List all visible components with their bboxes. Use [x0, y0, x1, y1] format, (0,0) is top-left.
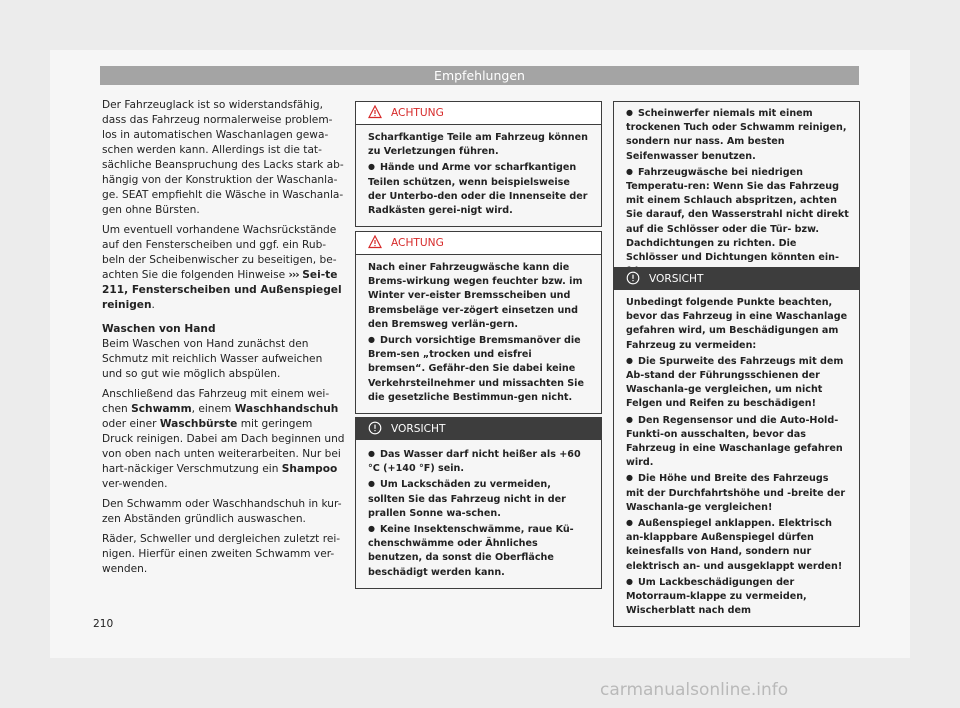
caution-box-continued — [613, 101, 860, 288]
warning-title-text: ACHTUNG — [391, 237, 444, 249]
warning-intro: Scharfkantige Teile am Fahrzeug können zu Verletzungen führen. — [368, 132, 588, 158]
paragraph-text: Um eventuell vorhandene Wachsrückstände auf den Fensterscheiben und ggf. ein Rub-beln der Scheibenwischer zu beseitigen, be-achten Sie die folgenden Hinweise — [102, 224, 337, 281]
text: ver-wenden. — [102, 478, 168, 490]
caution-box-body — [614, 290, 859, 626]
list-item — [368, 161, 591, 218]
list-item — [626, 355, 849, 412]
paragraph — [102, 223, 345, 313]
warning-intro: Nach einer Fahrzeugwäsche kann die Brems-wirkung wegen feuchter bzw. im Winter ver-eister Bremsscheiben und Bremsbeläge ver-zögert einsetzen und den Bremsweg verlän-gern. — [368, 262, 583, 330]
subheading: Waschen von Hand — [102, 323, 216, 335]
list-item — [626, 414, 849, 471]
list-item-text: Das Wasser darf nicht heißer als +60 °C (+140 °F) sein. — [368, 449, 581, 475]
caution-box-body — [614, 102, 859, 287]
bullet-icon — [368, 479, 380, 490]
term: Schwamm — [131, 403, 192, 415]
bullet-icon — [626, 577, 638, 588]
caution-box-body — [356, 440, 601, 588]
list-item-text: Den Regensensor und die Auto-Hold-Funkti-on ausschalten, bevor das Fahrzeug in eine Waschanlage gefahren wird. — [626, 414, 843, 469]
term: Shampoo — [281, 463, 338, 475]
caution-box-title — [614, 268, 859, 290]
caution-box — [613, 267, 860, 627]
list-item-text: Um Lackbeschädigungen der Motorraum-klappe zu vermeiden, Wischerblatt nach dem — [626, 576, 807, 617]
list-item — [368, 448, 591, 476]
warning-box-title — [356, 102, 601, 125]
text: , einem — [191, 403, 235, 415]
bullet-icon — [626, 356, 638, 367]
list-item-text: Außenspiegel anklappen. Elektrisch an-klappbare Außenspiegel dürfen keinesfalls von Hand, sondern nur elektrisch an- und ausgeklappt werden! — [626, 518, 843, 572]
caution-box — [355, 417, 602, 589]
page-number: 210 — [93, 618, 114, 630]
bullet-icon — [626, 108, 638, 119]
paragraph: Den Schwamm oder Waschhandschuh in kur-zen Abständen gründlich auswaschen. — [102, 498, 342, 525]
list-item — [626, 107, 849, 164]
list-item — [626, 472, 849, 515]
list-item-text: Scheinwerfer niemals mit einem trockenen Tuch oder Schwamm reinigen, sondern nur nass. Am besten Seifenwasser benutzen. — [626, 108, 847, 162]
info-circle-icon — [368, 421, 382, 435]
paragraph-text: . — [151, 299, 155, 311]
paragraph: Beim Waschen von Hand zunächst den Schmutz mit reichlich Wasser aufweichen und so gut wie möglich abspülen. — [102, 338, 323, 380]
list-item-text: Um Lackschäden zu vermeiden, sollten Sie das Fahrzeug nicht in der prallen Sonne wa-schen. — [368, 479, 566, 519]
bullet-icon — [368, 335, 380, 346]
warning-triangle-icon — [368, 105, 382, 119]
caution-intro: Unbedingt folgende Punkte beachten, bevor das Fahrzeug in eine Waschanlage gefahren wird, um Beschädigungen am Fahrzeug zu vermeiden: — [626, 297, 848, 351]
warning-title-text: ACHTUNG — [391, 107, 444, 119]
caution-box-title — [356, 418, 601, 440]
list-item-text: Die Höhe und Breite des Fahrzeugs mit der Durchfahrtshöhe und -breite der Waschanla-ge vergleichen! — [626, 473, 846, 513]
section-header: Empfehlungen — [100, 66, 859, 85]
bullet-icon — [626, 167, 638, 178]
list-item-text: Durch vorsichtige Bremsmanöver die Brem-sen „trocken und eisfrei bremsen“. Gefähr-den Sie dabei keine Verkehrsteilnehmer und missachten Sie die gesetzliche Bestimmun-gen nicht. — [368, 335, 584, 403]
list-item-text: Hände und Arme vor scharfkantigen Teilen schützen, wenn beispielsweise der Unterbo-den oder die Innenseite der Radkästen gerei-nigt wird. — [368, 162, 588, 217]
paragraph: Der Fahrzeuglack ist so widerstandsfähig, dass das Fahrzeug normalerweise problem-los in automatischen Waschanlagen gewa-schen werden kann. Allerdings ist die tat-sächliche Beanspruchung des Lacks stark ab-hängig von der Konstruktion der Waschanla-ge. SEAT empfiehlt die Wäsche in Waschanla-gen ohne Bürsten. — [102, 99, 344, 216]
text: Anschließend das Fahrzeug mit einem wei-chen — [102, 388, 330, 415]
bullet-icon — [368, 162, 380, 173]
watermark: carmanualsonline.info — [600, 680, 789, 700]
arrow-icon: ››› — [288, 269, 299, 281]
list-item-text: Fahrzeugwäsche bei niedrigen Temperatu-ren: Wenn Sie das Fahrzeug mit einem Schlauch abspritzen, achten Sie darauf, den Wasserstrahl nicht direkt auf die Schlösser oder die Tür- bzw. Dachdichtungen zu richten. Die Schlösser und Dichtungen könnten ein- — [626, 166, 849, 264]
info-circle-icon — [626, 271, 640, 285]
paragraph — [102, 387, 345, 492]
list-item — [626, 166, 849, 280]
list-item — [626, 517, 849, 574]
bullet-icon — [368, 524, 380, 535]
bullet-icon — [626, 415, 638, 426]
list-item — [368, 478, 591, 521]
warning-box — [355, 231, 602, 414]
bullet-icon — [368, 449, 380, 460]
paragraph: Räder, Schweller und dergleichen zuletzt rei-nigen. Hierfür einen zweiten Schwamm ver-wenden. — [102, 533, 341, 575]
link-text: Sei-te 211, Fensterscheiben und Außenspiegel reinigen — [102, 269, 342, 311]
warning-box-title — [356, 232, 601, 255]
term: Waschhandschuh — [234, 403, 339, 415]
bullet-icon — [626, 473, 638, 484]
term: Waschbürste — [159, 418, 238, 430]
bullet-icon — [626, 518, 638, 529]
list-item — [368, 334, 591, 405]
caution-title-text: VORSICHT — [649, 273, 704, 285]
text: oder einer — [102, 418, 160, 430]
warning-box — [355, 101, 602, 227]
list-item — [368, 523, 591, 580]
text: mit geringem Druck reinigen. Dabei am Dach beginnen und von oben nach unten weiterarbeiten. Nur bei hart-näckiger Verschmutzung ein — [102, 418, 345, 475]
caution-title-text: VORSICHT — [391, 423, 446, 435]
list-item-text: Keine Insektenschwämme, raue Kü-chenschwämme oder Ähnliches benutzen, da sonst die Oberfläche beschädigt werden kann. — [368, 524, 574, 578]
list-item — [626, 576, 849, 619]
list-item-text: Die Spurweite des Fahrzeugs mit dem Ab-stand der Führungsschienen der Waschanla-ge vergleichen, um nicht Felgen und Reifen zu beschädigen! — [626, 355, 844, 410]
warning-box-body — [356, 255, 601, 413]
warning-box-body — [356, 125, 601, 226]
left-text-column — [102, 98, 345, 582]
warning-triangle-icon — [368, 235, 382, 249]
